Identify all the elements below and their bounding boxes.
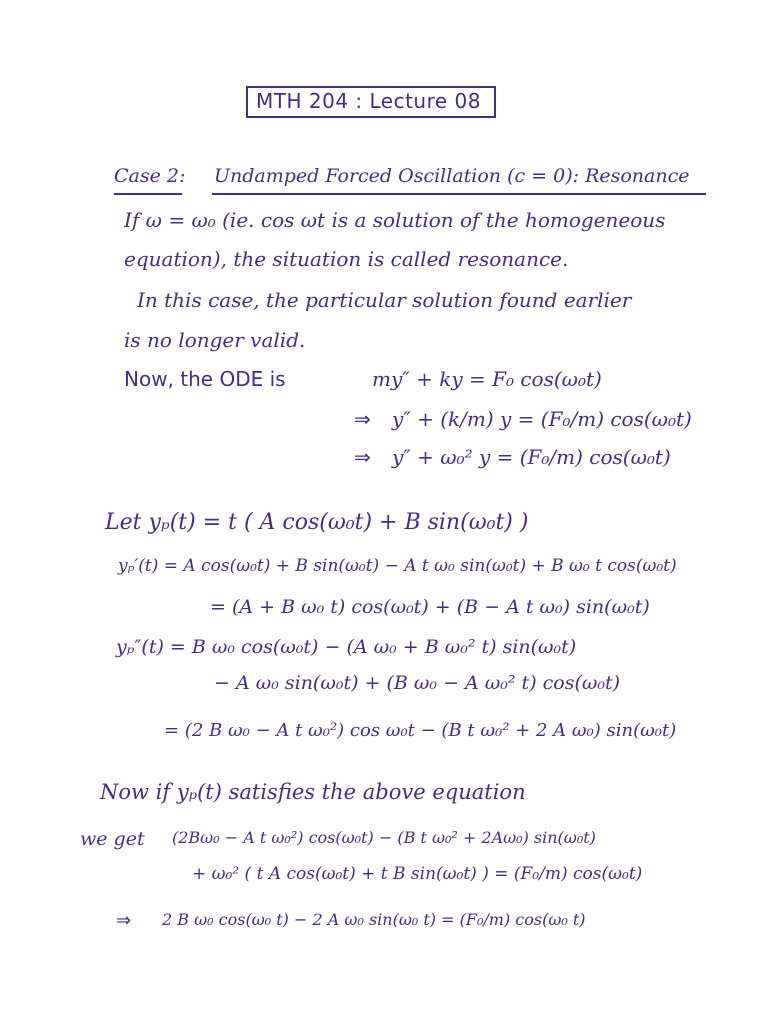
first-derivative-simplified: = (A + B ω₀ t) cos(ω₀t) + (B − A t ω₀) sin(ω₀t) — [210, 596, 650, 618]
ode-equation-1: my″ + ky = F₀ cos(ω₀t) — [372, 367, 602, 391]
substitution-line-1: (2Bω₀ − A t ω₀²) cos(ω₀t) − (B t ω₀² + 2Aω₀) sin(ω₀t) — [172, 828, 596, 847]
intro-line-3: In this case, the particular solution found earlier — [137, 288, 632, 312]
we-get-label: we get — [80, 828, 145, 850]
second-derivative-cont: − A ω₀ sin(ω₀t) + (B ω₀ − A ω₀² t) cos(ω₀t) — [214, 672, 621, 694]
ode-equation-2: y″ + (k/m) y = (F₀/m) cos(ω₀t) — [392, 407, 692, 431]
case-label: Case 2: — [114, 165, 186, 187]
let-line: Let yₚ(t) = t ( A cos(ω₀t) + B sin(ω₀t) ) — [105, 510, 529, 535]
case-heading: Undamped Forced Oscillation (c = 0): Resonance — [214, 165, 690, 187]
second-derivative: yₚ″(t) = B ω₀ cos(ω₀t) − (A ω₀ + B ω₀² t) sin(ω₀t) — [116, 636, 577, 658]
page-title: MTH 204 : Lecture 08 — [256, 89, 481, 113]
intro-line-2: equation), the situation is called resonance. — [124, 247, 569, 271]
implies-arrow-2: ⇒ — [354, 445, 371, 469]
substitution-intro: Now if yₚ(t) satisfies the above equation — [100, 780, 526, 804]
implies-arrow-1: ⇒ — [354, 407, 371, 431]
case-label-underline — [114, 193, 182, 195]
first-derivative: yₚ′(t) = A cos(ω₀t) + B sin(ω₀t) − A t ω₀ sin(ω₀t) + B ω₀ t cos(ω₀t) — [118, 556, 677, 576]
case-heading-underline — [212, 193, 706, 195]
ode-label: Now, the ODE is — [124, 367, 286, 391]
ode-equation-3: y″ + ω₀² y = (F₀/m) cos(ω₀t) — [392, 445, 671, 469]
implies-arrow-3: ⇒ — [116, 910, 132, 931]
intro-line-4: is no longer valid. — [124, 328, 306, 352]
result-equation: 2 B ω₀ cos(ω₀ t) − 2 A ω₀ sin(ω₀ t) = (F₀/m) cos(ω₀ t) — [162, 910, 586, 929]
substitution-line-2: + ω₀² ( t A cos(ω₀t) + t B sin(ω₀t) ) = (F₀/m) cos(ω₀t) — [192, 864, 643, 884]
second-derivative-simplified: = (2 B ω₀ − A t ω₀²) cos ω₀t − (B t ω₀² + 2 A ω₀) sin(ω₀t) — [164, 720, 677, 741]
intro-line-1: If ω = ω₀ (ie. cos ωt is a solution of the homogeneous — [124, 208, 666, 232]
